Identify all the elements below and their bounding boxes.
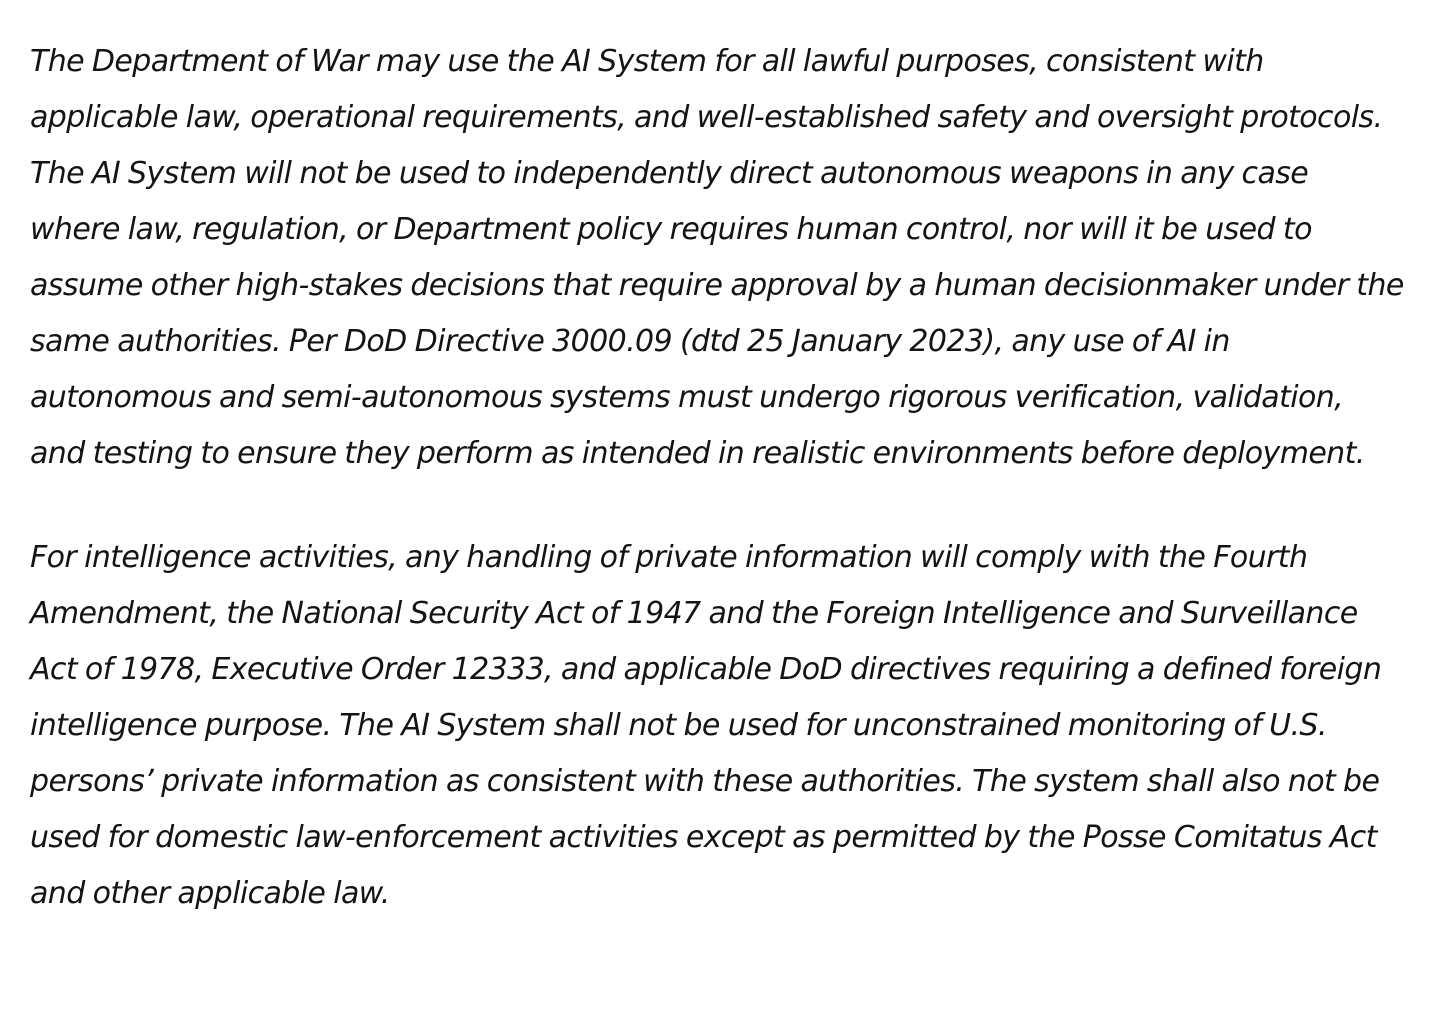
paragraph-ai-system-use: The Department of War may use the AI System for all lawful purposes, consistent with applicable law, operational requirements, and well-established safety and oversight protocols. The AI System will not be used to independently direct autonomous weapons in any case where law, regulation, or Department policy requires human control, nor will it be used to assume other high-stakes decisions that require approval by a human decisionmaker under the same authorities. Per DoD Directive 3000.09 (dtd 25 January 2023), any use of AI in autonomous and semi-autonomous systems must undergo rigorous verification, validation, and testing to ensure they perform as intended in realistic environments before deployment. (30, 44, 1404, 471)
paragraph-intelligence-activities: For intelligence activities, any handling of private information will comply with the Fourth Amendment, the National Security Act of 1947 and the Foreign Intelligence and Surveillance Act of 1978, Executive Order 12333, and applicable DoD directives requiring a defined foreign intelligence purpose. The AI System shall not be used for unconstrained monitoring of U.S. persons’ private information as consistent with these authorities. The system shall also not be used for domestic law-enforcement activities except as permitted by the Posse Comitatus Act and other applicable law. (30, 540, 1382, 911)
document-body (30, 34, 1405, 922)
